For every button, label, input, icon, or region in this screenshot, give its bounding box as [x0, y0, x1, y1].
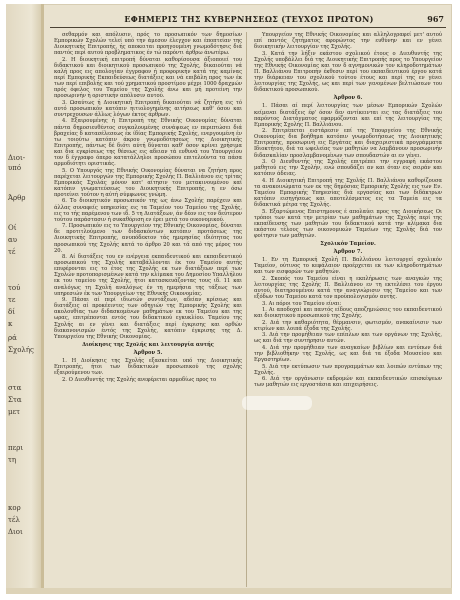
- margin-fragment: Άρθρ: [8, 194, 26, 202]
- paragraph: 6. Διά την οργάνωσιν εκδρομών και εκπαιδευτικών επισκέψεων των μαθητών εις εργοστάσια και επιχειρήσεις.: [254, 376, 442, 389]
- margin-fragment: στα: [8, 384, 22, 392]
- margin-fragment: μετ: [8, 408, 21, 416]
- paragraph: 1. Η Διοίκησις της Σχολής εξασκείται υπό της Διοικητικής Επιτροπής, ήτοι των διδακτικών προσωπικού της σχολής εξαιρούμενου των.: [54, 358, 242, 377]
- margin-fragment: Διοι-: [8, 154, 26, 162]
- margin-fragment: αυ: [8, 236, 17, 244]
- right-column: [254, 32, 442, 389]
- paragraph: 9. Πάσαι αί περί ιδιωτών συντάξεων, αδείαν κρίσεως και διατάξεις αί προκέειντες των οδηγιών της Εμπορικής Σχολής και ακολουθίας των διδασκομένων μαθημάτων εκ του Ταμείου και της ωρας, επιτρέπονται εντός του διδακτικού εγκυκλίου. Ταμείου της Σχολής αι εν γένει και διατάξεις περί έγκρισης και ορθών διακανονισμών έντός της Σχολής, κατόπιν έγκρισης της Δ. Υπουργείου της Εθνικής Οικονομίας.: [54, 297, 242, 340]
- article-heading: Άρθρον 6.: [333, 95, 363, 102]
- paragraph: 2. Σκοπός του Ταμείου είναι η εκπλήρωσις των αναγκών της λειτουργίας της Σχολής Π. Βαλλιάνου εν τη εκτελέσει του έργου αυτού, διατηρουμένου κατά την αναγνώρισιν της Ταμείου και των εξόδων του Ταμείου κατά τον προϋπολογισμόν αυτής.: [254, 275, 442, 301]
- paragraph: Υπουργείον της Εθνικής Οικονομίας και αλληλογραφεί μετ' αυτού επί παντός ζητήματος αφορώντος την ευθύνην και εν γένει διοικητικήν λειτουργίαν της Σχολής.: [254, 32, 442, 51]
- section-heading: Διοίκησις της Σχολής και λειτουργία αυτής: [82, 341, 214, 348]
- margin-fragment: Οί: [8, 224, 17, 232]
- paragraph: 2. Ο Διευθυντής της Σχολής ανεφέρεται αρμοδίως προς το: [62, 376, 217, 383]
- margin-fragment: τε: [8, 296, 16, 304]
- paragraph: 4. Η Διοικητική Επιτροπή της Σχολής Π. Βαλλιάνου καθορίζουσα τα ανακοινώματα των εκ της δημόσιας Εμπορικής Σχολής εις των Εν. Ταμείου Εμπορικής Υπηρεσίας διά εργασίας και των διδάκτρων κατόπιν εισηγήσεως και αποτελέσματος εις τα Ταμεία εις τα διδακτικά μέτρα της Σχολής.: [254, 177, 442, 209]
- margin-fragment: κορ: [8, 504, 21, 512]
- margin-fragment: ρά: [8, 334, 17, 342]
- paragraph: 5. Ο Υπουργός της Εθνικής Οικονομίας δύναται να ζητήση προς παρέχεται λειτουργών της Εμπορικής Σχολής Π. Βαλλιάνου εις τρίτας Εμπορικάς Σχολάς μόνον κατ' αίτησιν του μετακινουμένου καί κατόπιν γνωματεύσεως του Διοικητικής Επιτροπής, η εν όσω προτείνει τούτον η αύτή σύμφωνος γνώμη.: [54, 167, 242, 198]
- gazette-title: ΕΦΗΜΕΡΙΣ ΤΗΣ ΚΥΒΕΡΝΗΣΕΩΣ (ΤΕΥΧΟΣ ΠΡΩΤΟΝ): [124, 14, 374, 24]
- column-divider: [246, 32, 247, 587]
- paragraph: 1. Εν τη Εμπορική Σχολή Π. Βαλλιάνου λειτουργεί σχολικόν Ταμείον, ούτινος το κεφάλαιον προέρχεται εκ των κληροδοτημάτων και των εισφορών των μαθητών.: [254, 257, 442, 276]
- margin-fragment: τέλ: [8, 516, 20, 524]
- margin-fragment: κ: [8, 320, 13, 328]
- newspaper-page: [6, 4, 452, 594]
- page-header: [50, 12, 448, 26]
- paragraph: 4. Διά την προμήθειαν των αναγκαίων βιβλίων και εντύπων διά την βιβλιοθήκην της Σχολής, ως και διά τα έξοδα Μουσείου και Εργαστηρίων.: [254, 344, 442, 364]
- previous-page-edge: [6, 4, 43, 594]
- article-heading: Άρθρον 7.: [333, 249, 363, 256]
- paper-stain: [242, 396, 312, 410]
- page-number: 967: [427, 14, 444, 24]
- margin-fragment: τη: [8, 456, 17, 464]
- page-binding: [41, 4, 44, 594]
- margin-fragment: Διοι: [8, 528, 23, 536]
- paragraph: 5. Διά την εκτύπωσιν των προγραμμάτων και λοιπών εντύπων της Σχολής.: [254, 363, 442, 376]
- paragraph: σεθαρμόν και απόλυσιν, πρός το προσωπικόν των δημοσίων Εμπορικών Σχολών τελεί υπό την άμεσον έλεγχον και έποπτείαν της Διοικητικής Επιτροπής, ής αποκειται προηγουμένη γνωμοδότησις διά παντός περί αυτού προβληματικος έν τώ παρόντι άρθρω άνωτέρω.: [54, 32, 242, 57]
- paragraph: 2. Επιτρέπεται ειστάρεσιν επί της Υπουργείου της Εθνικής Οικονομίας δια βοήθημα κατόπιν γνωμοδοτήσεως της Διοικητικής Επιτροπής, προσωρινή εις Εργάτας και διαχειριστικά προγράμματα Ιδιοκτήτου, διά τα ωφελείας των μαθητών να λαμβάνουν προσωρινήν διδασκαλίαν προσλαμβανομένων των σπουδαστών αι εν γένει.: [254, 128, 442, 159]
- margin-fragment: δί: [8, 308, 15, 316]
- paragraph: 2. Η διοικητική επιτροπή δύναται καθορίσουσα άξιοποιεί του διδακτικού και διοικητικού προσωπικού της Σχολής, δικαιούται νά καλή προς εις απολογίαν έγγραφον ή προφορικήν κατά της καμίνας περί Εμπορικής Εκπαιδεύσεως διατάξεις και νά επιβάλη προς των έκ των περί επιβολής και τού χρηματικού προστίμου μέχρι 1000 δραχμών πρός όφελος του Ταμείου της Σχολής άνω και μή προτείνη την προσωρινήν ή οριστικήν απόλυσιν αυτού.: [54, 56, 242, 100]
- article-heading: Άρθρον 5.: [133, 349, 163, 356]
- paragraph: 3. Αι πόροι του Ταμείου είναι:: [262, 300, 342, 307]
- paragraph: 7. Προσωπικόν εις το Υπουργείον της Εθνικής Οικονομίας, δύναται δε προτιτλούμενο των διδασκόντων κατόπιν προτάσεως της Διοικητικής Επιτροπής, ανυπόδεκτον τάς ημερησίας ιδιότητας του προσωπικού της Σχολής κατά το άρθρο 20 και τά από της μέρος του 20.: [54, 223, 242, 254]
- margin-fragment: Σχολής: [8, 346, 34, 354]
- paragraph: 1. Πάσαι αί περί λειτουργίας των μέσων Εμπορικών Σχολών κείμεναι διατάξεις έφ' όσον δεν αντίκεινται εις τας διατάξεις του παρόντος Διατάγματος εφαρμόζονται και επί της λειτουργίας της Εμπορικής Σχολής Π. Βαλλιάνου.: [254, 103, 442, 128]
- margin-fragment: Στα: [8, 396, 22, 404]
- paragraph: 4. Εξαιρουμένης ή Επιτροπή της Εθνικής Οικονομίας δύναται πάντα δημοσιευθέντος συγκαλουμένης συνάψεως εν περιπτώσει διά βραχείας δ κατασέλεσεως έκ ίδίας Εμπορικής Σχολής, ενεργουμένη έν τω τοιούτω κατόπιν άκρου γνωμοδότησεως της Διοικητικής Επιτροπής, πάντως δέ διότι αύτή δύναται καθ' όσον κρίνει χρήσιμα και δια εγκρίσεως της θέσεως εις αδειαν τά ευθυνά του Υπουργείου τον δ έγγραφο όπερο κατατάλληλοι προσώπου επιτελούντα τα πάσα αρμοδιότητι οριστικάς.: [54, 118, 242, 168]
- paragraph: 3. Κατά την λήξιν εκάστου σχολικού έτους ο Διευθυντής της Σχολής υποβάλλει διά της Διοικητικής Επιτροπής προς το Υπουργείον της Εθνικής Οικονομίας και τον δ αγνημονικών τον κληροδοτημάτων Π. Βαλλιάνου Επιτροπήν έκθεσιν περί του εκπαιδευτικού έργου κατά την διάρκειαν του σχολικού τούτου έτους και περί της εν γένει λειτουργίας της Σχολής, ως και περί των γενομένων βελτιώσεων του διδακτικού προσωπικού.: [254, 50, 442, 94]
- page-bottom-edge: [6, 588, 452, 594]
- section-heading: Σχολικόν Ταμείον.: [320, 241, 376, 248]
- header-rule: [50, 27, 446, 28]
- margin-fragment: υπό: [8, 164, 22, 172]
- paragraph: 3. Διά την προμήθειαν των επίπλων και των οργάνων της Σχολής, ως και διά την συντήρησιν αυτών.: [254, 332, 442, 345]
- paragraph: 8. Αί διατάξεις του εν ενέργεια εκπαιδευτικού και εκπαιδευτικού προσωπικού της Σχολής καταβάλλονται έκ του Ταμείου αυτής επιφέρονται εις το έτος της Σχολής εκ των διατάξεων περί των Σχολών προτοπορισμένων κατά την κλίμακα του Δημοσίου Υπαλλήλου εκ του ταμείου της Σχολής, ήτοι κατασκευάζοντας τους ιδ. 11 και αναλόγως τη Σχολή αναλόγως έν τη ημερήσια της τάξεως των υπηρεσιών έκ των Υπουργείων της Εθνικής Οικονομίας.: [54, 254, 242, 297]
- margin-fragment: τέ: [8, 248, 16, 256]
- paragraph: 3. Ωσαύτως ή Διοικητική Επιτροπή δικαιούται νά ζητήση εις τό αυτό προσωπικόν κατόπιν ηιτιολογημένης αιτήσεως καθ' όσου και συντρεχουσων άλλως λόγων έκτος άρθρων.: [54, 99, 242, 118]
- margin-fragment: τού: [8, 284, 21, 292]
- paragraph: 3. Ο Διευθυντής της Σχολής επιτρέπει την εγγραφή εκάστου μαθητού εις την Σχολήν, ενώ σπουδάζει αν και όταν εις σειράν και κατόπιν άδειας.: [254, 159, 442, 178]
- paragraph: 2. Διά την καθαριότητα, θέρμανσιν, φωτισμόν, ανακαίνισιν των κτιρίων και λοιπά έξοδα της Σχολής.: [254, 319, 442, 332]
- left-column: [54, 32, 242, 383]
- paragraph: 6. Το διοικητικόν προσωπικόν της ως άνω Σχολής παρέχειν και άλλας συναφείς υπηρεσίας εις τα Ταμείον του Ταμείου της Σχολής, εις το τής παρέμενου των ιδ. 5 τη Διατάξεων, άν δέον εις τον δεύτερον τούτου παράστασιν ή συκαθόριση εν έρει μετά του οικονομικού.: [54, 198, 243, 223]
- paragraph: 1. Αι αποδοχαί και παντός είδους αποζημιώσεις του εκπαιδευτικού και διοικητικού προσωπικού της Σχολής.: [254, 307, 442, 320]
- margin-fragment: περι: [8, 444, 24, 452]
- paragraph: 5. Εξαρτώμενος Επιστημονος έ απολαύει προς της Διοικήσεως Οι τρόποι των κατά την μετρίαν των μαθημάτων της Σχολής περί της εκπαίδευσης των μαθητών του διδακτικού κατά την κλίμακα δια εκάστου τέλους των οικονομικών Ταμείων της Σχολής διά τον φοίτησιν των μαθητών.: [254, 208, 442, 239]
